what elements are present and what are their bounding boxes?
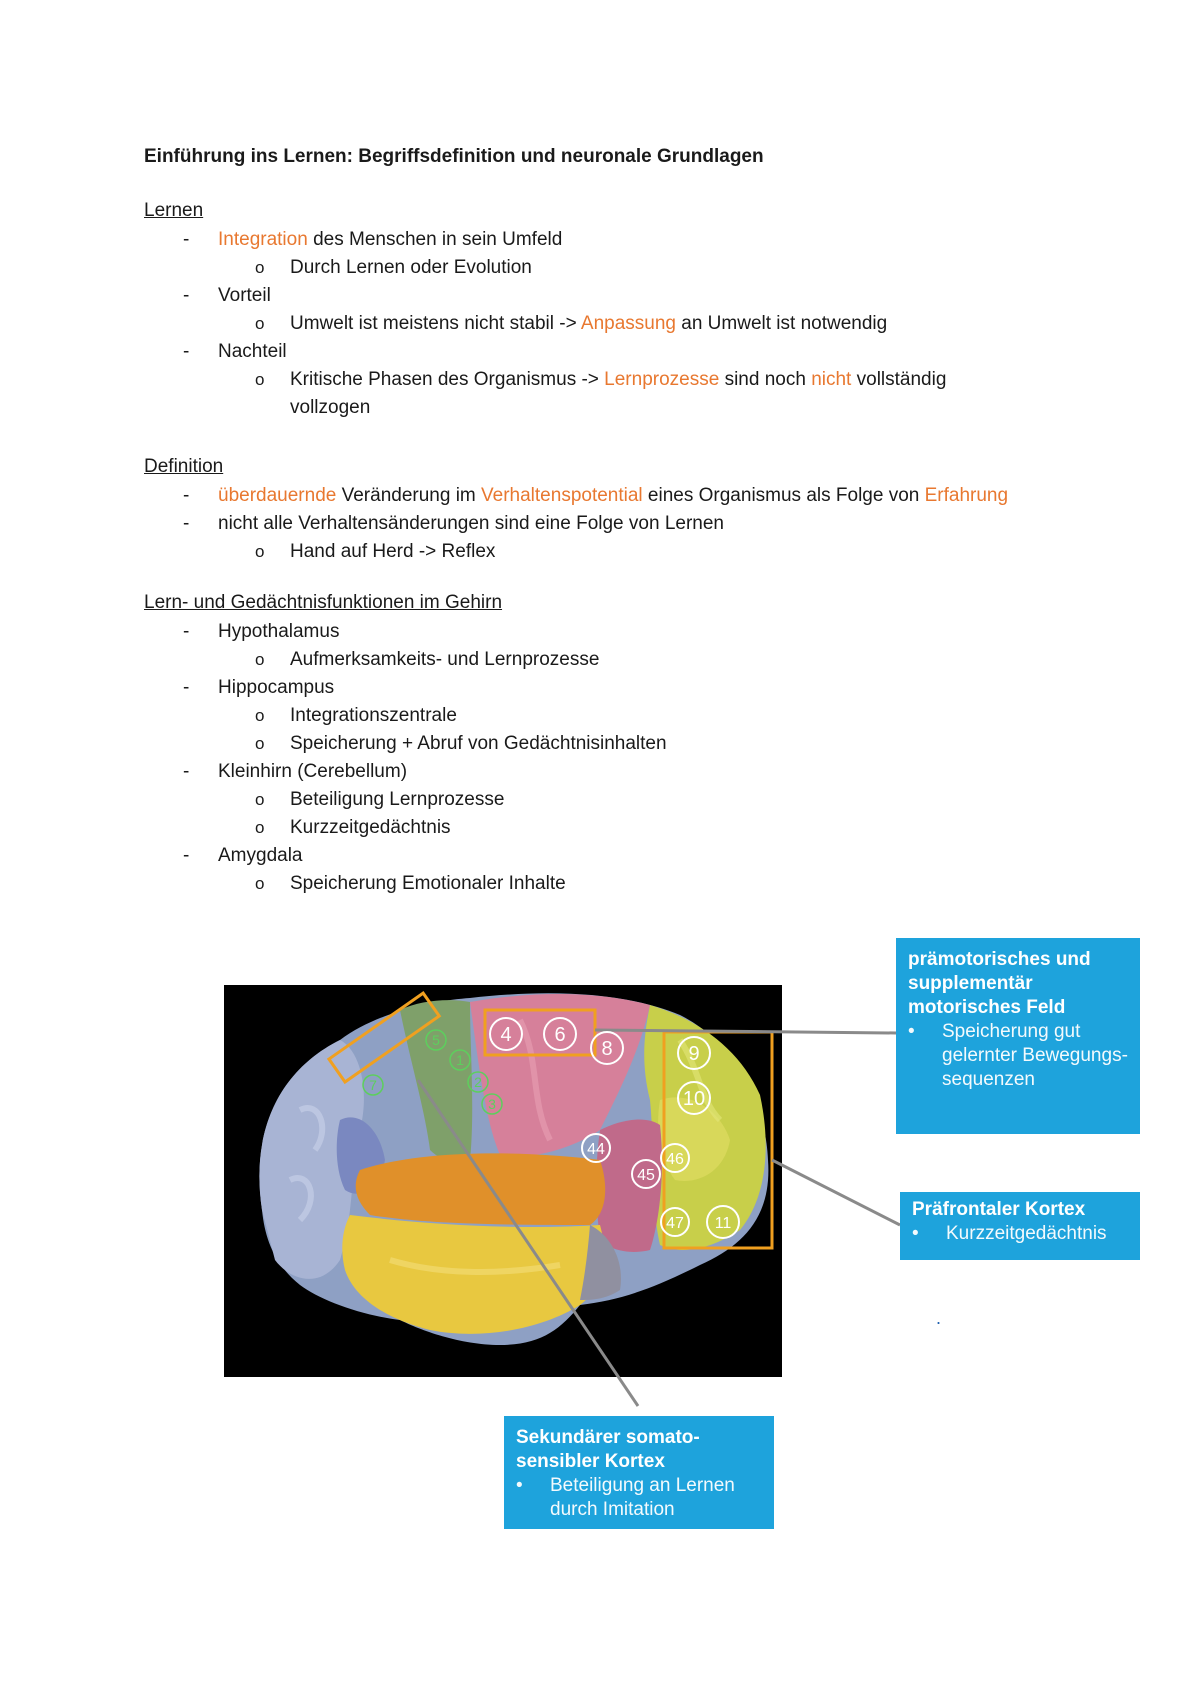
list-text: Aufmerksamkeits- und Lernprozesse: [290, 649, 600, 670]
highlight-text: nicht: [811, 369, 852, 390]
highlight-text: Anpassung: [580, 313, 676, 334]
list-text: Speicherung Emotionaler Inhalte: [290, 873, 566, 894]
dash-marker: -: [183, 229, 190, 250]
list-text: an Umwelt ist notwendig: [675, 313, 888, 334]
callout-premotor: [896, 938, 1140, 1134]
callout-title: Präfrontaler Kortex: [912, 1199, 1086, 1220]
section-heading-gehirn: Lern- und Gedächtnisfunktionen im Gehirn: [144, 592, 503, 613]
list-text: Kurzzeitgedächtnis: [290, 817, 451, 838]
list-text: Vorteil: [218, 285, 271, 306]
connector-line: [772, 1160, 900, 1225]
highlight-text: Verhaltenspotential: [481, 485, 643, 506]
callout-title: prämotorisches und supplementär motorisches Feld: [908, 949, 1091, 1018]
dash-marker: -: [183, 485, 190, 506]
list-text: Kritische Phasen des Organismus ->: [290, 369, 605, 390]
list-text: Hippocampus: [218, 677, 335, 698]
list-text: eines Organismus als Folge von: [642, 485, 925, 506]
callout-prefrontal: [900, 1192, 1140, 1260]
callout-bullet: [912, 1222, 1128, 1246]
highlight-text: Lernprozesse: [604, 369, 720, 390]
area-label: 10: [682, 1088, 706, 1110]
list-text: Amygdala: [218, 845, 303, 866]
area-label: 44: [587, 1141, 605, 1158]
document-title: Einführung ins Lernen: Begriffsdefinition und neuronale Grundlagen: [144, 146, 764, 167]
highlight-text: Erfahrung: [924, 485, 1009, 506]
list-text: Hand auf Herd -> Reflex: [290, 541, 496, 562]
area-label: 5: [432, 1032, 440, 1048]
list-text: Beteiligung Lernprozesse: [290, 789, 505, 810]
list-text: Kleinhirn (Cerebellum): [218, 761, 408, 782]
highlight-text: überdauernde: [218, 485, 337, 506]
area-label: 2: [474, 1074, 482, 1090]
callout-somatosensory: [504, 1416, 774, 1529]
list-text: vollständig: [851, 369, 947, 390]
list-text: sind noch: [719, 369, 812, 390]
dash-marker: -: [183, 341, 190, 362]
sub-list-continuation: vollzogen: [290, 397, 371, 418]
bullet-marker: •: [516, 1475, 523, 1496]
callout-text: Speicherung gut gelernter Bewegungs-sequenzen: [942, 1021, 1128, 1090]
area-label: 8: [601, 1038, 613, 1060]
callout-text: Beteiligung an Lernen durch Imitation: [550, 1475, 735, 1520]
area-label: 4: [500, 1024, 512, 1046]
area-label: 45: [637, 1167, 655, 1184]
bullet-marker: o: [255, 706, 265, 725]
list-text: Durch Lernen oder Evolution: [290, 257, 532, 278]
list-text: Veränderung im: [336, 485, 482, 506]
bullet-marker: •: [912, 1223, 919, 1244]
callout-bullet: [516, 1474, 762, 1522]
bullet-marker: o: [255, 790, 265, 809]
bullet-marker: o: [255, 874, 265, 893]
section-heading-lernen: Lernen: [144, 200, 204, 221]
area-label: 46: [666, 1151, 684, 1168]
bullet-marker: o: [255, 370, 265, 389]
area-label: 7: [369, 1077, 377, 1093]
bullet-marker: o: [255, 734, 265, 753]
area-label: 6: [554, 1024, 566, 1046]
area-label: 11: [714, 1215, 732, 1232]
area-label: 1: [456, 1052, 464, 1068]
section-heading-definition: Definition: [144, 456, 224, 477]
bullet-marker: o: [255, 314, 265, 333]
area-label: 3: [488, 1096, 496, 1112]
list-text: Umwelt ist meistens nicht stabil ->: [290, 313, 581, 334]
dash-marker: -: [183, 621, 190, 642]
dash-marker: -: [183, 285, 190, 306]
area-label: 47: [666, 1215, 684, 1232]
list-text: Nachteil: [218, 341, 287, 362]
callout-text: Kurzzeitgedächtnis: [946, 1223, 1107, 1244]
bullet-marker: •: [908, 1021, 915, 1042]
dash-marker: -: [183, 513, 190, 534]
bullet-marker: o: [255, 542, 265, 561]
highlight-text: Integration: [218, 229, 308, 250]
area-label: 9: [688, 1043, 700, 1065]
callout-bullet: [908, 1020, 1128, 1092]
bullet-marker: o: [255, 650, 265, 669]
list-text: Speicherung + Abruf von Gedächtnisinhalten: [290, 733, 667, 754]
callout-title: Sekundärer somato-sensibler Kortex: [516, 1427, 700, 1472]
list-text: des Menschen in sein Umfeld: [307, 229, 563, 250]
list-text: nicht alle Verhaltensänderungen sind eine Folge von Lernen: [218, 513, 724, 534]
list-text: Integrationszentrale: [290, 705, 457, 726]
dash-marker: -: [183, 677, 190, 698]
dash-marker: -: [183, 845, 190, 866]
dash-marker: -: [183, 761, 190, 782]
stray-dot: .: [936, 1308, 942, 1328]
bullet-marker: o: [255, 818, 265, 837]
list-text: Hypothalamus: [218, 621, 340, 642]
bullet-marker: o: [255, 258, 265, 277]
